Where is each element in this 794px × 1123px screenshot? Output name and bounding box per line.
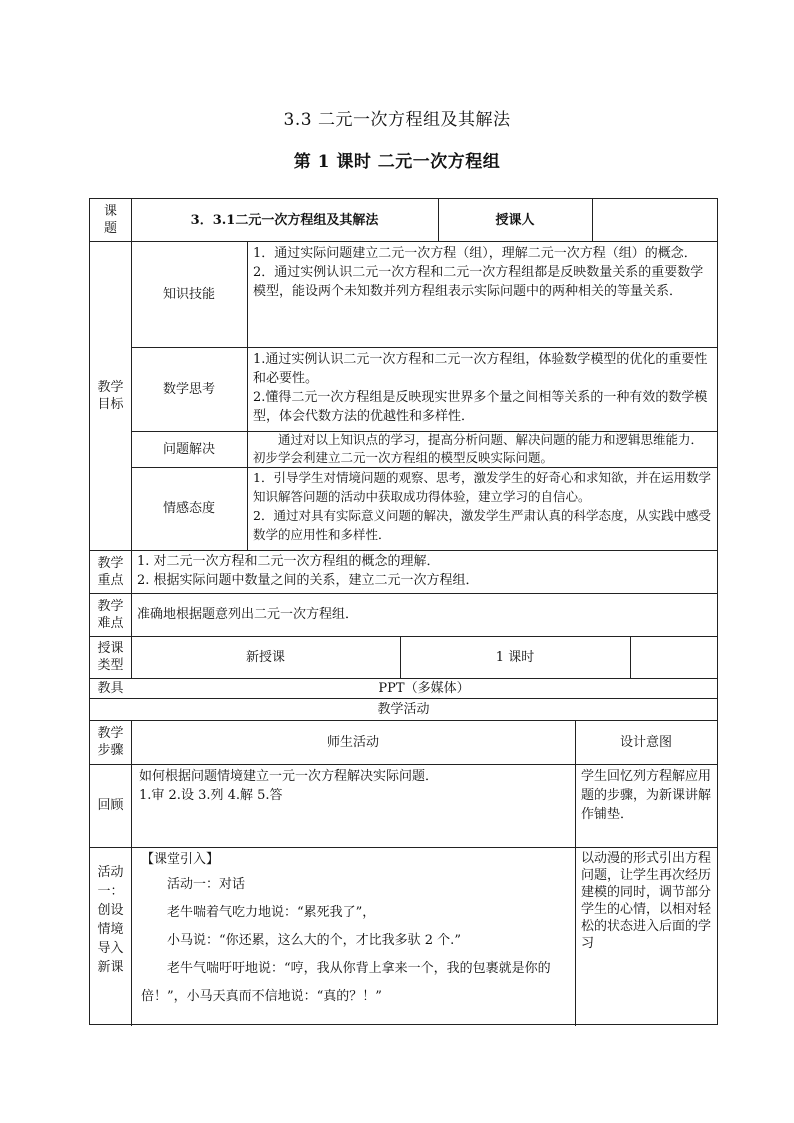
thinking-text <box>247 347 717 431</box>
problem-label: 问题解决 <box>162 441 215 457</box>
activity1-intent: 以动漫的形式引出方程问题，让学生再次经历建模的同时，调节部分学生的心情，以相对轻松的状态进入后面的学习 <box>581 851 712 951</box>
keypoint-line: 1. 对二元一次方程和二元一次方程组的概念的理解． <box>137 554 440 569</box>
knowledge-label: 知识技能 <box>162 286 215 302</box>
steps-col-activity: 师生活动 <box>326 734 379 750</box>
activity1-line: 倍！”，小马天真而不信地说：“真的？！” <box>141 989 382 1004</box>
tools-value: PPT（多媒体） <box>378 680 470 696</box>
lesson-title: 3.3 二元一次方程组及其解法 <box>283 110 511 130</box>
knowledge-line: 2．通过实例认识二元一次方程和二元一次方程组都是反映数量关系的重要数学模型，能设两个未知数并列方程组表示实际问题中的两种相关的等量关系． <box>253 265 704 299</box>
emotion-line: 1．引导学生对情境问题的观察、思考，激发学生的好奇心和求知欲，并在运用数学知识解答问题的活动中获取成功得体验，建立学习的自信心。 <box>253 470 711 504</box>
lessontype-hours: 1 课时 <box>495 649 535 665</box>
steps-col-intent: 设计意图 <box>619 734 672 750</box>
review-text <box>131 764 575 847</box>
teacher-value <box>592 199 717 241</box>
lessontype-label: 授课 类型 <box>97 641 124 673</box>
activity1-line: 老牛气喘吁吁地说：“哼，我从你背上拿来一个，我的包裹就是你的 <box>167 961 551 976</box>
teacher-label: 授课人 <box>495 212 535 228</box>
thinking-label: 数学思考 <box>162 381 215 397</box>
review-line: 1.审 2.设 3.列 4.解 5.答 <box>139 788 283 803</box>
lesson-subtitle: 第 1 课时 二元一次方程组 <box>293 152 501 172</box>
review-intent: 学生回忆列方程解应用题的步骤，为新课讲解作铺垫． <box>581 769 712 822</box>
activity1-heading: 【课堂引入】 <box>141 852 220 867</box>
knowledge-text <box>247 241 717 347</box>
objectives-label: 教学 目标 <box>97 379 124 412</box>
review-line: 如何根据问题情境建立一元一次方程解决实际问题． <box>139 769 439 784</box>
activity1-line: 小马说：“你还累，这么大的个，才比我多驮 2 个.” <box>167 933 461 948</box>
lesson-plan-table <box>89 198 718 1025</box>
topic-label: 课 题 <box>103 204 117 236</box>
thinking-line: 2.懂得二元一次方程组是反映现实世界多个量之间相等关系的一种有效的数学模型，体会代数方法的优越性和多样性． <box>253 390 708 424</box>
activity1-label: 活动 一： 创设 情境 导入 新课 <box>97 865 124 975</box>
difficulty-label: 教学 难点 <box>97 598 124 631</box>
activity1-line: 老牛喘着气吃力地说：“累死我了”， <box>167 905 376 920</box>
review-label: 回顾 <box>97 798 124 813</box>
thinking-line: 1.通过实例认识二元一次方程和二元一次方程组，体验数学模型的优化的重要性和必要性。 <box>253 352 708 386</box>
emotion-line: 2．通过对具有实际意义问题的解决，激发学生严肃认真的科学态度，从实践中感受数学的应用性和多样性． <box>253 508 711 542</box>
topic-value: 3．3.1二元一次方程组及其解法 <box>190 212 379 228</box>
difficulty-text: 准确地根据题意列出二元一次方程组． <box>137 607 359 622</box>
keypoint-line: 2. 根据实际问题中数量之间的关系，建立二元一次方程组． <box>137 573 479 588</box>
keypoints-text <box>131 550 717 593</box>
problem-text <box>247 431 717 467</box>
problem-line: 通过对以上知识点的学习，提高分析问题、解决问题的能力和逻辑思维能力．初步学会利建立二元一次方程组的模型反映实际问题。 <box>253 432 704 465</box>
tools-label: 教具 <box>97 680 124 696</box>
steps-label: 教学 步骤 <box>97 726 124 758</box>
lessontype-value: 新授课 <box>245 649 285 665</box>
emotion-text <box>247 467 717 550</box>
knowledge-line: 1．通过实际问题建立二元一次方程（组），理解二元一次方程（组）的概念． <box>253 246 697 261</box>
activity1-text <box>131 847 575 1026</box>
activity1-line: 活动一：对话 <box>167 877 246 892</box>
lessontype-extra <box>630 636 717 678</box>
emotion-label: 情感态度 <box>162 501 215 516</box>
activities-header: 教学活动 <box>377 701 430 717</box>
keypoints-label: 教学 重点 <box>97 555 124 588</box>
